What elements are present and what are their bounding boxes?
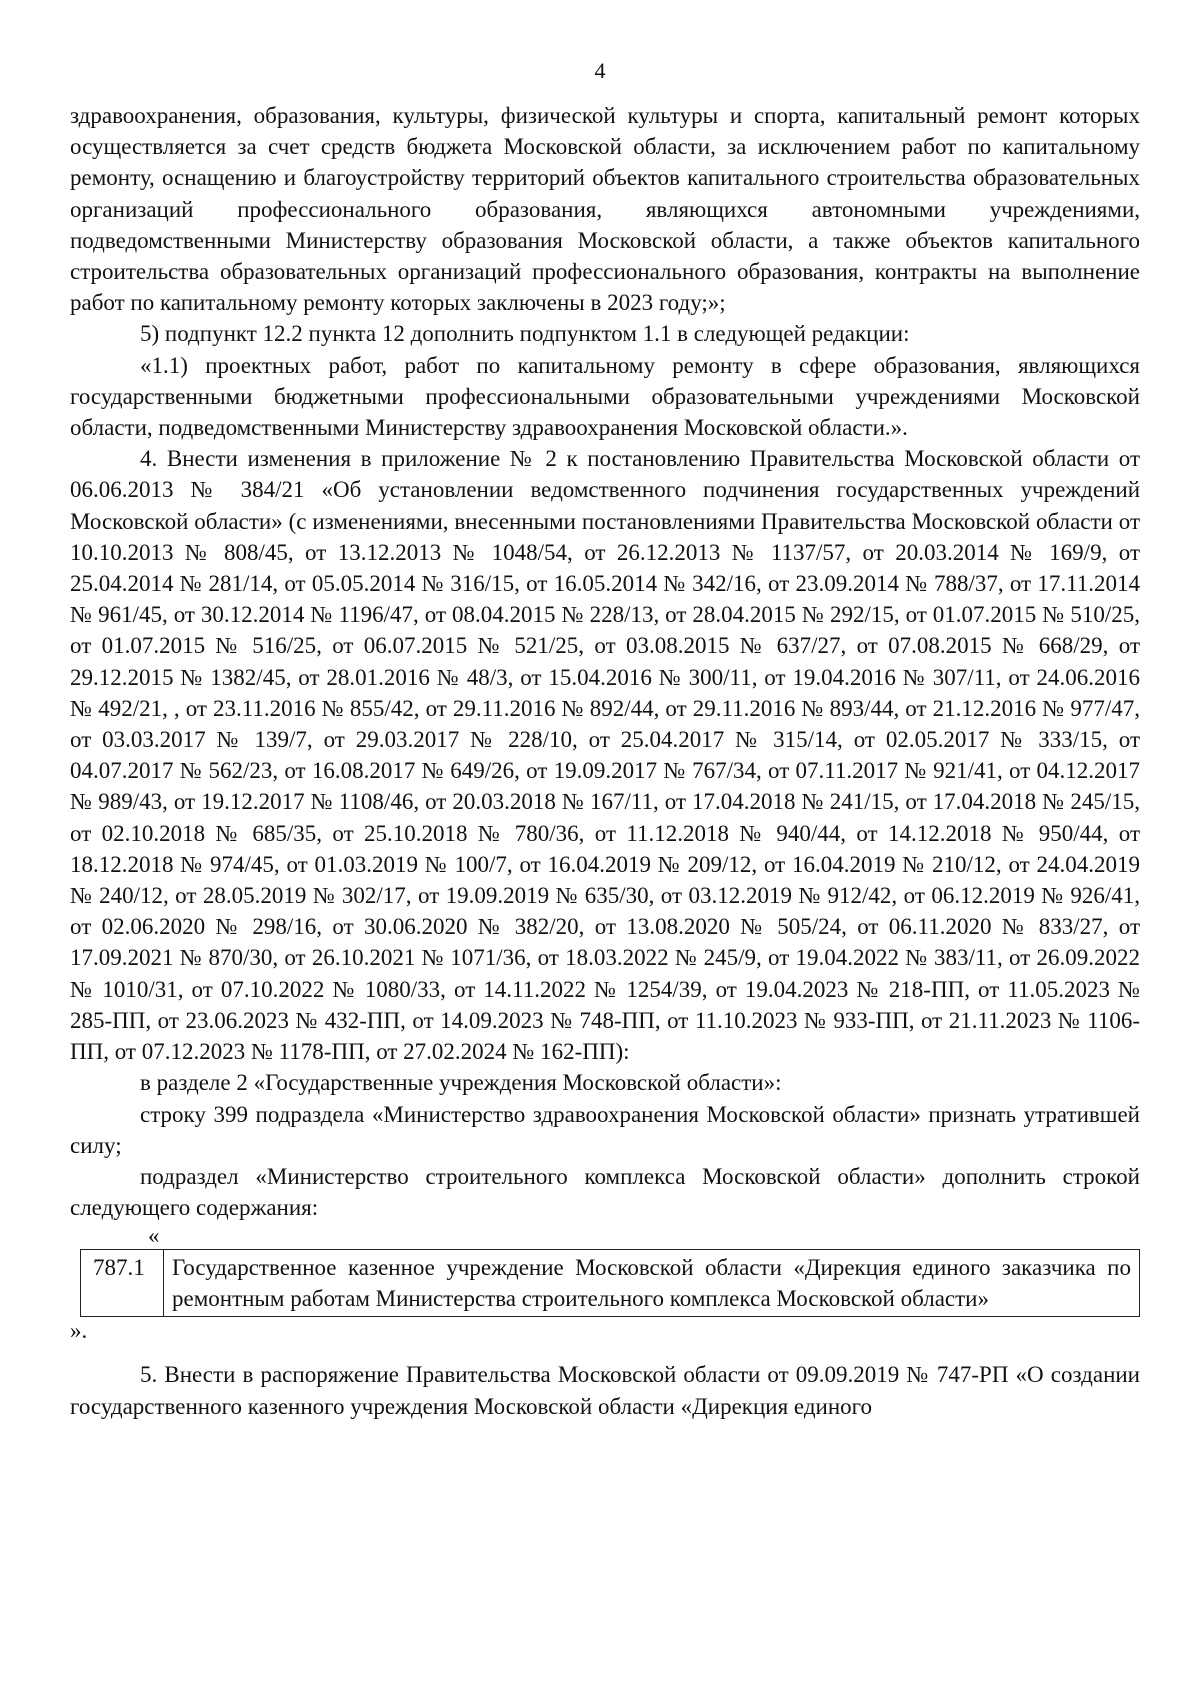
page-number: 4: [594, 58, 606, 83]
inserted-row-table: [80, 1249, 1140, 1317]
paragraph-continuation: здравоохранения, образования, культуры, физической культуры и спорта, капитальный ремонт которых осуществляется за счет средств бюджета Московской области, за исключением работ по капитальному ремонту, оснащению и благоустройству территорий объектов капитального строительства образовательных организаций профессионального образования, являющихся автономными учреждениями, подведомственными Министерству образования Московской области, а также объектов капитального строительства образовательных организаций профессионального образования, контракты на выполнение работ по капитальному ремонту которых заключены в 2023 году;»;: [70, 103, 1140, 316]
document-body: [70, 100, 1140, 1422]
closing-quote: ».: [70, 1318, 88, 1344]
paragraph-subitem-5: 5) подпункт 12.2 пункта 12 дополнить подпунктом 1.1 в следующей редакции:: [140, 321, 910, 347]
row-institution-name: Государственное казенное учреждение Московской области «Дирекция единого заказчика по ремонтным работам Министерства строительного комплекса Московской области»: [164, 1250, 1140, 1317]
table-row: [81, 1250, 1140, 1317]
row-number: 787.1: [81, 1250, 164, 1317]
paragraph-row-399: строку 399 подраздела «Министерство здравоохранения Московской области» признать утратившей силу;: [70, 1101, 1140, 1158]
paragraph-quote-1-1: «1.1) проектных работ, работ по капитальному ремонту в сфере образования, являющихся государственными бюджетными профессиональными образовательными учреждениями Московской области, подведомственными Министерству здравоохранения Московской области.».: [70, 352, 1140, 441]
paragraph-item-4: 4. Внести изменения в приложение № 2 к постановлению Правительства Московской области от 06.06.2013 № 384/21 «Об установлении ведомственного подчинения государственных учреждений Московской области» (с изменениями, внесенными постановлениями Правительства Московской области от 10.10.2013 № 808/45, от 13.12.2013 № 1048/54, от 26.12.2013 № 1137/57, от 20.03.2014 № 169/9, от 25.04.2014 № 281/14, от 05.05.2014 № 316/15, от 16.05.2014 № 342/16, от 23.09.2014 № 788/37, от 17.11.2014 № 961/45, от 30.12.2014 № 1196/47, от 08.04.2015 № 228/13, от 28.04.2015 № 292/15, от 01.07.2015 № 510/25, от 01.07.2015 № 516/25, от 06.07.2015 № 521/25, от 03.08.2015 № 637/27, от 07.08.2015 № 668/29, от 29.12.2015 № 1382/45, от 28.01.2016 № 48/3, от 15.04.2016 № 300/11, от 19.04.2016 № 307/11, от 24.06.2016 № 492/21, , от 23.11.2016 № 855/42, от 29.11.2016 № 892/44, от 29.11.2016 № 893/44, от 21.12.2016 № 977/47, от 03.03.2017 № 139/7, от 29.03.2017 № 228/10, от 25.04.2017 № 315/14, от 02.05.2017 № 333/15, от 04.07.2017 № 562/23, от 16.08.2017 № 649/26, от 19.09.2017 № 767/34, от 07.11.2017 № 921/41, от 04.12.2017 № 989/43, от 19.12.2017 № 1108/46, от 20.03.2018 № 167/11, от 17.04.2018 № 241/15, от 17.04.2018 № 245/15, от 02.10.2018 № 685/35, от 25.10.2018 № 780/36, от 11.12.2018 № 940/44, от 14.12.2018 № 950/44, от 18.12.2018 № 974/45, от 01.03.2019 № 100/7, от 16.04.2019 № 209/12, от 16.04.2019 № 210/12, от 24.04.2019 № 240/12, от 28.05.2019 № 302/17, от 19.09.2019 № 635/30, от 03.12.2019 № 912/42, от 06.12.2019 № 926/41, от 02.06.2020 № 298/16, от 30.06.2020 № 382/20, от 13.08.2020 № 505/24, от 06.11.2020 № 833/27, от 17.09.2021 № 870/30, от 26.10.2021 № 1071/36, от 18.03.2022 № 245/9, от 19.04.2022 № 383/11, от 26.09.2022 № 1010/31, от 07.10.2022 № 1080/33, от 14.11.2022 № 1254/39, от 19.04.2023 № 218-ПП, от 11.05.2023 № 285-ПП, от 23.06.2023 № 432-ПП, от 14.09.2023 № 748-ПП, от 11.10.2023 № 933-ПП, от 21.11.2023 № 1106-ПП, от 07.12.2023 № 1178-ПП, от 27.02.2024 № 162-ПП):: [70, 446, 1140, 1065]
paragraph-subsection-addition: подраздел «Министерство строительного комплекса Московской области» дополнить строкой следующего содержания:: [70, 1163, 1140, 1221]
opening-quote: «: [148, 1223, 160, 1249]
paragraph-item-5: 5. Внести в распоряжение Правительства Московской области от 09.09.2019 № 747-РП «О создании государственного казенного учреждения Московской области «Дирекция единого: [70, 1362, 1140, 1419]
paragraph-section-2: в разделе 2 «Государственные учреждения Московской области»:: [140, 1070, 782, 1096]
